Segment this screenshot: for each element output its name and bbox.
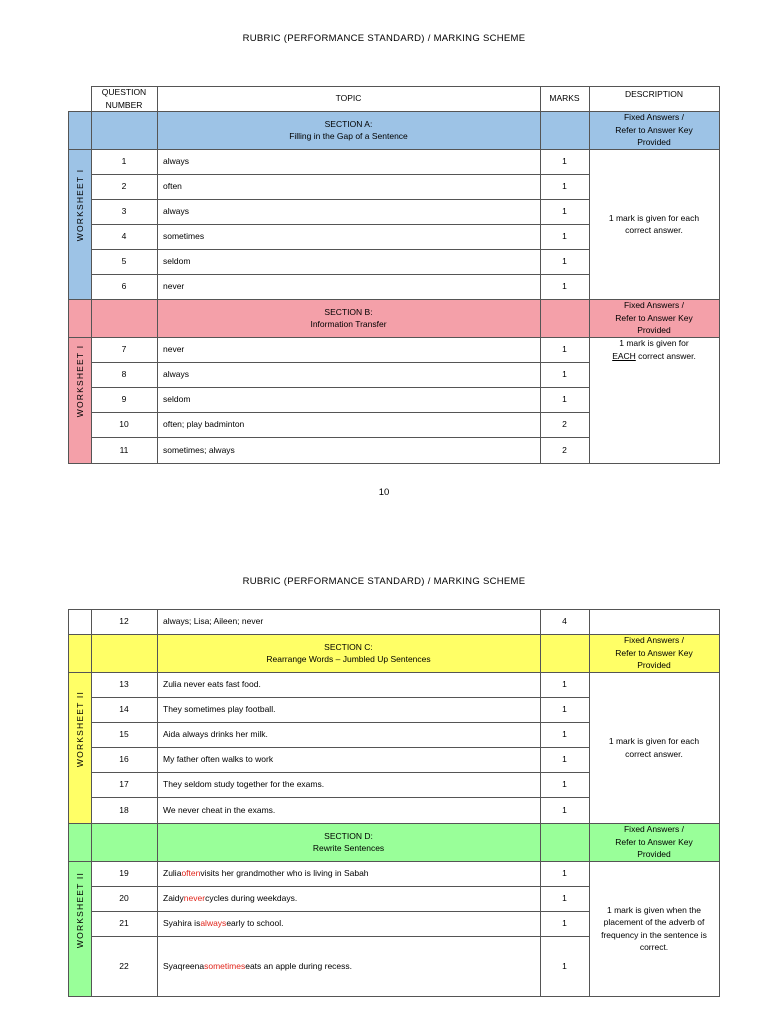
section-a-row-marks: 1 bbox=[562, 206, 567, 217]
section-d-row-answer: Syaqreena sometimes eats an apple during recess. bbox=[163, 960, 353, 971]
section-b-description: Fixed Answers / Refer to Answer Key Provided bbox=[589, 299, 719, 337]
table-rule bbox=[68, 861, 720, 862]
highlighted-adverb: often bbox=[181, 868, 201, 879]
section-d-row-question-number: 21 bbox=[119, 918, 129, 929]
section-d-row-answer: Zulia often visits her grandmother who is living in Sabah bbox=[163, 868, 369, 879]
section-a-row-question-number: 2 bbox=[121, 181, 127, 192]
section-a-marking-note: 1 mark is given for each correct answer. bbox=[608, 212, 700, 235]
table-rule bbox=[68, 672, 720, 673]
worksheet-label-a-text: WORKSHEET I bbox=[74, 168, 85, 242]
table-rule bbox=[91, 362, 590, 363]
page-title: RUBRIC (PERFORMANCE STANDARD) / MARKING SCHEME bbox=[242, 33, 526, 44]
section-a-row-answer: always bbox=[163, 156, 189, 167]
section-c-marks-cell bbox=[540, 634, 589, 672]
table-rule bbox=[68, 634, 720, 635]
table-rule bbox=[68, 463, 720, 464]
section-b-row-marks: 1 bbox=[562, 394, 567, 405]
table-rule bbox=[589, 86, 590, 464]
row-12-answer: always; Lisa; Aileen; never bbox=[163, 616, 264, 627]
section-b-question-cell bbox=[91, 299, 157, 337]
header-description: DESCRIPTION bbox=[624, 89, 684, 99]
section-b-row-marks: 1 bbox=[562, 344, 567, 355]
table-rule bbox=[91, 437, 590, 438]
section-d-row-marks: 1 bbox=[562, 918, 567, 929]
section-a-row-marks: 1 bbox=[562, 256, 567, 267]
highlighted-adverb: sometimes bbox=[204, 960, 246, 971]
section-c-row-marks: 1 bbox=[562, 804, 567, 815]
highlighted-adverb: never bbox=[183, 893, 206, 904]
section-b-row-marks: 1 bbox=[562, 369, 567, 380]
table-rule bbox=[91, 412, 590, 413]
table-rule bbox=[91, 199, 590, 200]
table-rule bbox=[719, 86, 720, 464]
section-b-marks-cell bbox=[540, 299, 589, 337]
section-b-row-answer: seldom bbox=[163, 394, 191, 405]
section-a-description: Fixed Answers / Refer to Answer Key Provided bbox=[589, 111, 719, 149]
section-c-row-answer: My father often walks to work bbox=[163, 754, 274, 765]
section-d-heading: SECTION D: Rewrite Sentences bbox=[157, 823, 540, 861]
section-d-marks-cell bbox=[540, 823, 589, 861]
row-12-description-cell bbox=[589, 609, 719, 634]
table-rule bbox=[68, 823, 720, 824]
section-c-description: Fixed Answers / Refer to Answer Key Provided bbox=[589, 634, 719, 672]
table-rule bbox=[91, 174, 590, 175]
table-rule bbox=[91, 772, 590, 773]
table-rule bbox=[91, 274, 590, 275]
section-a-row-question-number: 5 bbox=[121, 256, 127, 267]
worksheet-label-a bbox=[68, 111, 91, 299]
section-d-row-answer: Syahira is always early to school. bbox=[163, 918, 284, 929]
section-d-description: Fixed Answers / Refer to Answer Key Provided bbox=[589, 823, 719, 861]
table-rule bbox=[68, 609, 69, 997]
header-question-number: QUESTION NUMBER bbox=[101, 87, 147, 110]
table-rule bbox=[91, 886, 590, 887]
section-c-row-question-number: 18 bbox=[119, 804, 129, 815]
section-a-row-marks: 1 bbox=[562, 281, 567, 292]
section-b-row-question-number: 10 bbox=[119, 419, 129, 430]
worksheet-label-d bbox=[68, 823, 91, 996]
worksheet-label-d-text: WORKSHEET II bbox=[74, 871, 85, 948]
section-c-row-answer: Zulia never eats fast food. bbox=[163, 679, 261, 690]
worksheet-label-c-text: WORKSHEET II bbox=[74, 690, 85, 767]
section-d-question-cell bbox=[91, 823, 157, 861]
section-b-row-question-number: 11 bbox=[119, 444, 129, 455]
section-b-row-question-number: 7 bbox=[121, 344, 127, 355]
section-c-row-marks: 1 bbox=[562, 729, 567, 740]
section-b-row-answer: often; play badminton bbox=[163, 419, 245, 430]
header-topic: TOPIC bbox=[335, 93, 362, 104]
section-c-row-question-number: 13 bbox=[119, 679, 129, 690]
section-d-row-marks: 1 bbox=[562, 868, 567, 879]
header-marks: MARKS bbox=[549, 93, 580, 104]
section-a-row-answer: seldom bbox=[163, 256, 191, 267]
table-rule bbox=[540, 86, 541, 464]
table-rule bbox=[91, 609, 92, 997]
section-a-row-answer: never bbox=[163, 281, 185, 292]
row-12-worksheet-cell bbox=[68, 609, 91, 634]
section-d-row-question-number: 19 bbox=[119, 868, 129, 879]
row-12-marks: 4 bbox=[562, 616, 567, 627]
section-b-row-answer: never bbox=[163, 344, 185, 355]
table-rule bbox=[91, 722, 590, 723]
section-b-row-answer: sometimes; always bbox=[163, 444, 235, 455]
section-a-row-marks: 1 bbox=[562, 156, 567, 167]
section-b-row-marks: 2 bbox=[562, 444, 567, 455]
section-c-row-answer: They sometimes play football. bbox=[163, 704, 276, 715]
section-b-row-marks: 2 bbox=[562, 419, 567, 430]
section-c-row-marks: 1 bbox=[562, 679, 567, 690]
section-c-row-question-number: 17 bbox=[119, 779, 129, 790]
table-rule bbox=[68, 149, 720, 150]
section-c-heading: SECTION C: Rearrange Words – Jumbled Up Sentences bbox=[157, 634, 540, 672]
section-a-question-cell bbox=[91, 111, 157, 149]
section-c-row-question-number: 16 bbox=[119, 754, 129, 765]
worksheet-label-b bbox=[68, 299, 91, 463]
section-d-row-question-number: 22 bbox=[119, 960, 129, 971]
page-number: 10 bbox=[378, 487, 390, 498]
worksheet-label-c bbox=[68, 634, 91, 823]
section-c-row-answer: We never cheat in the exams. bbox=[163, 804, 276, 815]
section-a-row-question-number: 6 bbox=[121, 281, 127, 292]
section-a-row-question-number: 3 bbox=[121, 206, 127, 217]
section-d-row-marks: 1 bbox=[562, 960, 567, 971]
section-b-row-answer: always bbox=[163, 369, 189, 380]
table-rule bbox=[91, 86, 92, 464]
section-a-row-answer: sometimes bbox=[163, 231, 205, 242]
table-rule bbox=[68, 996, 720, 997]
page-title: RUBRIC (PERFORMANCE STANDARD) / MARKING SCHEME bbox=[242, 576, 526, 587]
section-a-row-marks: 1 bbox=[562, 231, 567, 242]
section-c-question-cell bbox=[91, 634, 157, 672]
section-a-heading: SECTION A: Filling in the Gap of a Sentence bbox=[157, 111, 540, 149]
section-d-row-question-number: 20 bbox=[119, 893, 129, 904]
table-rule bbox=[68, 337, 720, 338]
section-b-heading: SECTION B: Information Transfer bbox=[157, 299, 540, 337]
section-c-row-marks: 1 bbox=[562, 779, 567, 790]
section-c-row-question-number: 14 bbox=[119, 704, 129, 715]
table-rule bbox=[540, 609, 541, 997]
section-d-row-answer: Zaidy never cycles during weekdays. bbox=[163, 893, 298, 904]
row-12-question-number: 12 bbox=[119, 616, 129, 627]
section-c-marking-note: 1 mark is given for each correct answer. bbox=[608, 736, 700, 759]
section-b-marking-note bbox=[589, 337, 719, 463]
table-rule bbox=[589, 609, 590, 997]
section-a-row-question-number: 4 bbox=[121, 231, 127, 242]
section-d-marking-note: 1 mark is given when the placement of the adverb of frequency in the sentence is correct. bbox=[601, 904, 707, 952]
section-c-row-answer: Aida always drinks her milk. bbox=[163, 729, 268, 740]
section-b-row-question-number: 8 bbox=[121, 369, 127, 380]
table-rule bbox=[719, 609, 720, 997]
table-rule bbox=[91, 86, 720, 87]
table-rule bbox=[91, 911, 590, 912]
section-a-marks-cell bbox=[540, 111, 589, 149]
table-rule bbox=[91, 697, 590, 698]
section-a-row-answer: always bbox=[163, 206, 189, 217]
table-rule bbox=[157, 609, 158, 997]
section-d-row-marks: 1 bbox=[562, 893, 567, 904]
table-rule bbox=[68, 299, 720, 300]
table-rule bbox=[91, 747, 590, 748]
section-c-row-marks: 1 bbox=[562, 754, 567, 765]
table-rule bbox=[91, 797, 590, 798]
section-a-row-answer: often bbox=[163, 181, 182, 192]
highlighted-adverb: always bbox=[200, 918, 227, 929]
table-rule bbox=[68, 111, 720, 112]
table-rule bbox=[91, 936, 590, 937]
table-rule bbox=[157, 86, 158, 464]
table-rule bbox=[68, 609, 720, 610]
worksheet-label-b-text: WORKSHEET I bbox=[74, 344, 85, 418]
section-c-row-marks: 1 bbox=[562, 704, 567, 715]
section-b-row-question-number: 9 bbox=[121, 394, 127, 405]
section-a-row-marks: 1 bbox=[562, 181, 567, 192]
table-rule bbox=[68, 111, 69, 464]
marking-note-text: 1 mark is given for EACH correct answer. bbox=[612, 338, 696, 361]
table-rule bbox=[91, 224, 590, 225]
table-rule bbox=[91, 387, 590, 388]
section-c-row-answer: They seldom study together for the exams. bbox=[163, 779, 325, 790]
table-rule bbox=[91, 249, 590, 250]
section-c-row-question-number: 15 bbox=[119, 729, 129, 740]
section-a-row-question-number: 1 bbox=[121, 156, 127, 167]
